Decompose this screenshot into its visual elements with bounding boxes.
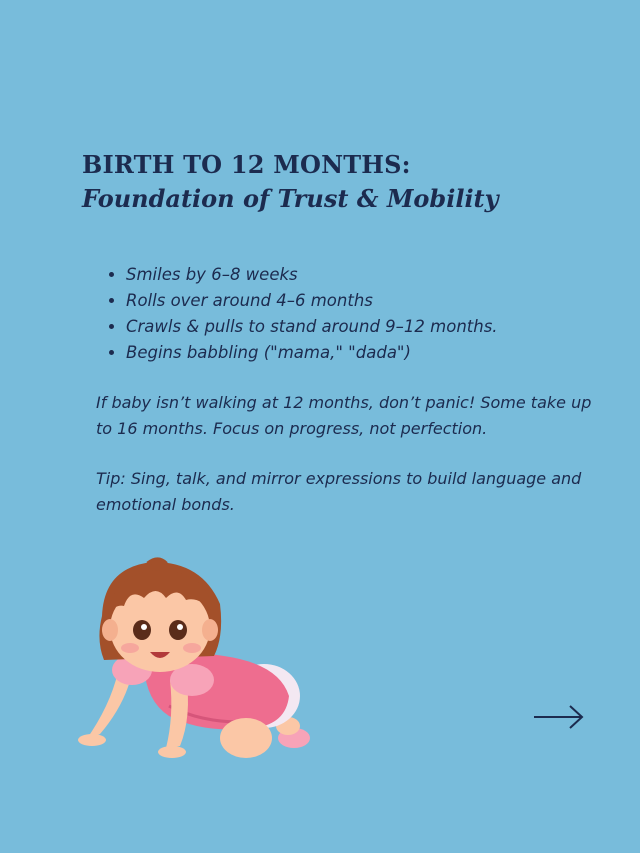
- title-line-2: Foundation of Trust & Mobility: [82, 184, 499, 213]
- slide-title: [82, 148, 602, 216]
- milestone-item: • Smiles by 6–8 weeks: [126, 262, 606, 288]
- walking-note: If baby isn’t walking at 12 months, don’t panic! Some take up to 16 months. Focus on progress, not perfection.: [96, 393, 592, 438]
- title-line-1: BIRTH TO 12 MONTHS:: [82, 150, 411, 179]
- tip-text: Tip: Sing, talk, and mirror expressions to build language and emotional bonds.: [96, 469, 582, 514]
- milestone-item: • Begins babbling ("mama," "dada"): [126, 340, 606, 366]
- milestone-item: • Crawls & pulls to stand around 9–12 months.: [126, 314, 606, 340]
- milestone-item: • Rolls over around 4–6 months: [126, 288, 606, 314]
- arrow-right-icon[interactable]: [532, 703, 586, 731]
- crawling-baby-illustration: [74, 556, 324, 776]
- milestone-list: [108, 262, 606, 366]
